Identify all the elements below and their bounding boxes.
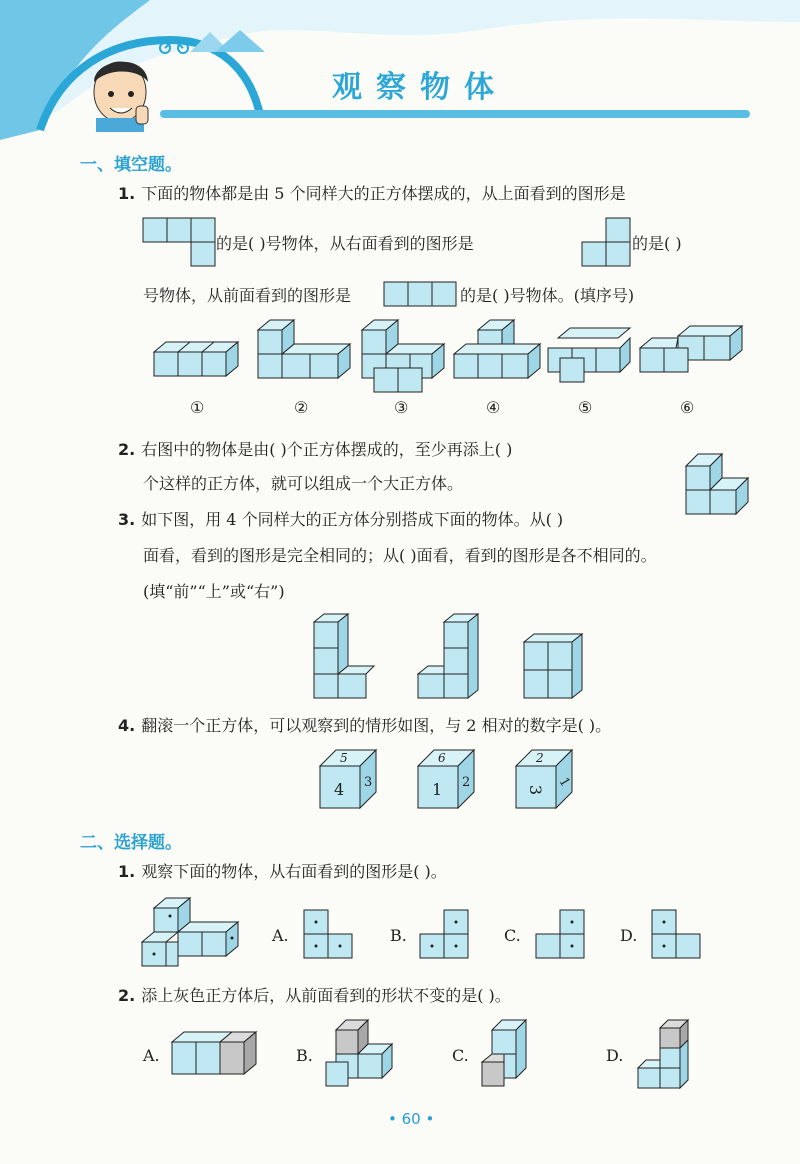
- dice-2-top: 6: [438, 751, 446, 765]
- dice-3-front: 3: [526, 784, 546, 796]
- boy-avatar: [80, 52, 170, 132]
- q4-number: 4.: [118, 716, 136, 735]
- s2-q2-number: 2.: [118, 986, 136, 1005]
- object-4: [450, 318, 550, 388]
- q1-text-1: 下面的物体都是由 5 个同样大的正方体摆成的，从上面看到的图形是: [141, 184, 626, 203]
- dice-2-front: 1: [432, 780, 443, 799]
- s2-q1-option-c[interactable]: C.: [504, 926, 521, 945]
- s2-q1-line1: [118, 864, 447, 880]
- dice-2: [416, 748, 486, 818]
- page-number: • 60 •: [388, 1110, 435, 1128]
- q1-text-2b: 的是( ): [632, 234, 682, 253]
- page-title: 观察物体: [332, 70, 508, 105]
- q3-object-2: [416, 612, 486, 702]
- q2-object: [682, 446, 762, 526]
- dice-3-top: 2: [536, 751, 544, 765]
- object-1: [152, 318, 252, 388]
- s2-q2-option-c[interactable]: C.: [452, 1046, 469, 1065]
- q4-line1: [118, 718, 611, 734]
- s2-q2-option-d[interactable]: D.: [606, 1046, 624, 1065]
- object-6: [638, 318, 748, 388]
- q1-line1: [118, 186, 626, 202]
- s2-q2-shape-d: [634, 1014, 704, 1094]
- right-view-shape: [582, 218, 634, 268]
- dice-1-front: 4: [334, 780, 345, 799]
- s2-q2-option-b[interactable]: B.: [296, 1046, 313, 1065]
- s2-q2-text: 添上灰色正方体后，从前面看到的形状不变的是( )。: [141, 986, 511, 1005]
- dice-1-top: 5: [340, 751, 348, 765]
- s2-q1-option-b[interactable]: B.: [390, 926, 407, 945]
- s2-q1-shape-a: [302, 908, 354, 960]
- q4-text-1: 翻滚一个正方体，可以观察到的情形如图，与 2 相对的数字是( )。: [141, 716, 612, 735]
- s2-q1-object: [140, 896, 240, 968]
- q2-text-1: 右图中的物体是由( )个正方体摆成的，至少再添上( ): [141, 440, 513, 459]
- q2-text-2: 个这样的正方体，就可以组成一个大正方体。: [143, 474, 464, 493]
- q2-line1: [118, 442, 512, 458]
- q3-text-3: (填“前”“上”或“右”): [143, 582, 285, 601]
- dice-1-side: 3: [364, 775, 373, 790]
- front-view-shape: [384, 282, 460, 308]
- s2-q1-shape-c: [534, 908, 586, 960]
- s2-q2-shape-c: [478, 1012, 558, 1092]
- s2-q1-text: 观察下面的物体，从右面看到的图形是( )。: [141, 862, 447, 881]
- object-label-5: ⑤: [578, 398, 593, 417]
- object-label-1: ①: [190, 398, 205, 417]
- object-label-2: ②: [294, 398, 309, 417]
- object-label-6: ⑥: [680, 398, 695, 417]
- q1-text-3a: 号物体，从前面看到的图形是: [143, 286, 352, 305]
- s2-q1-shape-d: [650, 908, 702, 960]
- object-5: [544, 318, 644, 388]
- s2-q1-shape-b: [418, 908, 470, 960]
- q3-object-3: [522, 630, 592, 720]
- q3-object-1: [312, 612, 382, 702]
- dice-1: [318, 748, 388, 818]
- q3-line1: [118, 512, 563, 528]
- q1-text-2a: 的是( )号物体，从右面看到的图形是: [216, 234, 474, 253]
- s2-q2-line1: [118, 988, 511, 1004]
- object-3: [356, 318, 456, 398]
- s2-q2-shape-a: [170, 1026, 270, 1082]
- section-fill-in-title: 一、填空题。: [80, 155, 182, 175]
- s2-q1-option-d[interactable]: D.: [620, 926, 638, 945]
- s2-q2-shape-b: [322, 1012, 402, 1092]
- object-2: [254, 318, 354, 388]
- top-view-shape: [143, 218, 218, 268]
- s2-q1-number: 1.: [118, 862, 136, 881]
- dice-2-side: 2: [462, 775, 471, 790]
- s2-q2-option-a[interactable]: A.: [143, 1046, 160, 1065]
- q1-number: 1.: [118, 184, 136, 203]
- q3-number: 3.: [118, 510, 136, 529]
- q1-text-3b: 的是( )号物体。(填序号): [460, 286, 635, 305]
- object-label-4: ④: [486, 398, 501, 417]
- q3-text-2: 面看，看到的图形是完全相同的；从( )面看，看到的图形是各不相同的。: [143, 546, 657, 565]
- q3-text-1: 如下图，用 4 个同样大的正方体分别搭成下面的物体。从( ): [141, 510, 564, 529]
- dice-3: [514, 748, 584, 818]
- dice-3-side: 1: [555, 775, 573, 790]
- s2-q1-option-a[interactable]: A.: [272, 926, 289, 945]
- section-choice-title: 二、选择题。: [80, 833, 182, 853]
- object-label-3: ③: [394, 398, 409, 417]
- q2-number: 2.: [118, 440, 136, 459]
